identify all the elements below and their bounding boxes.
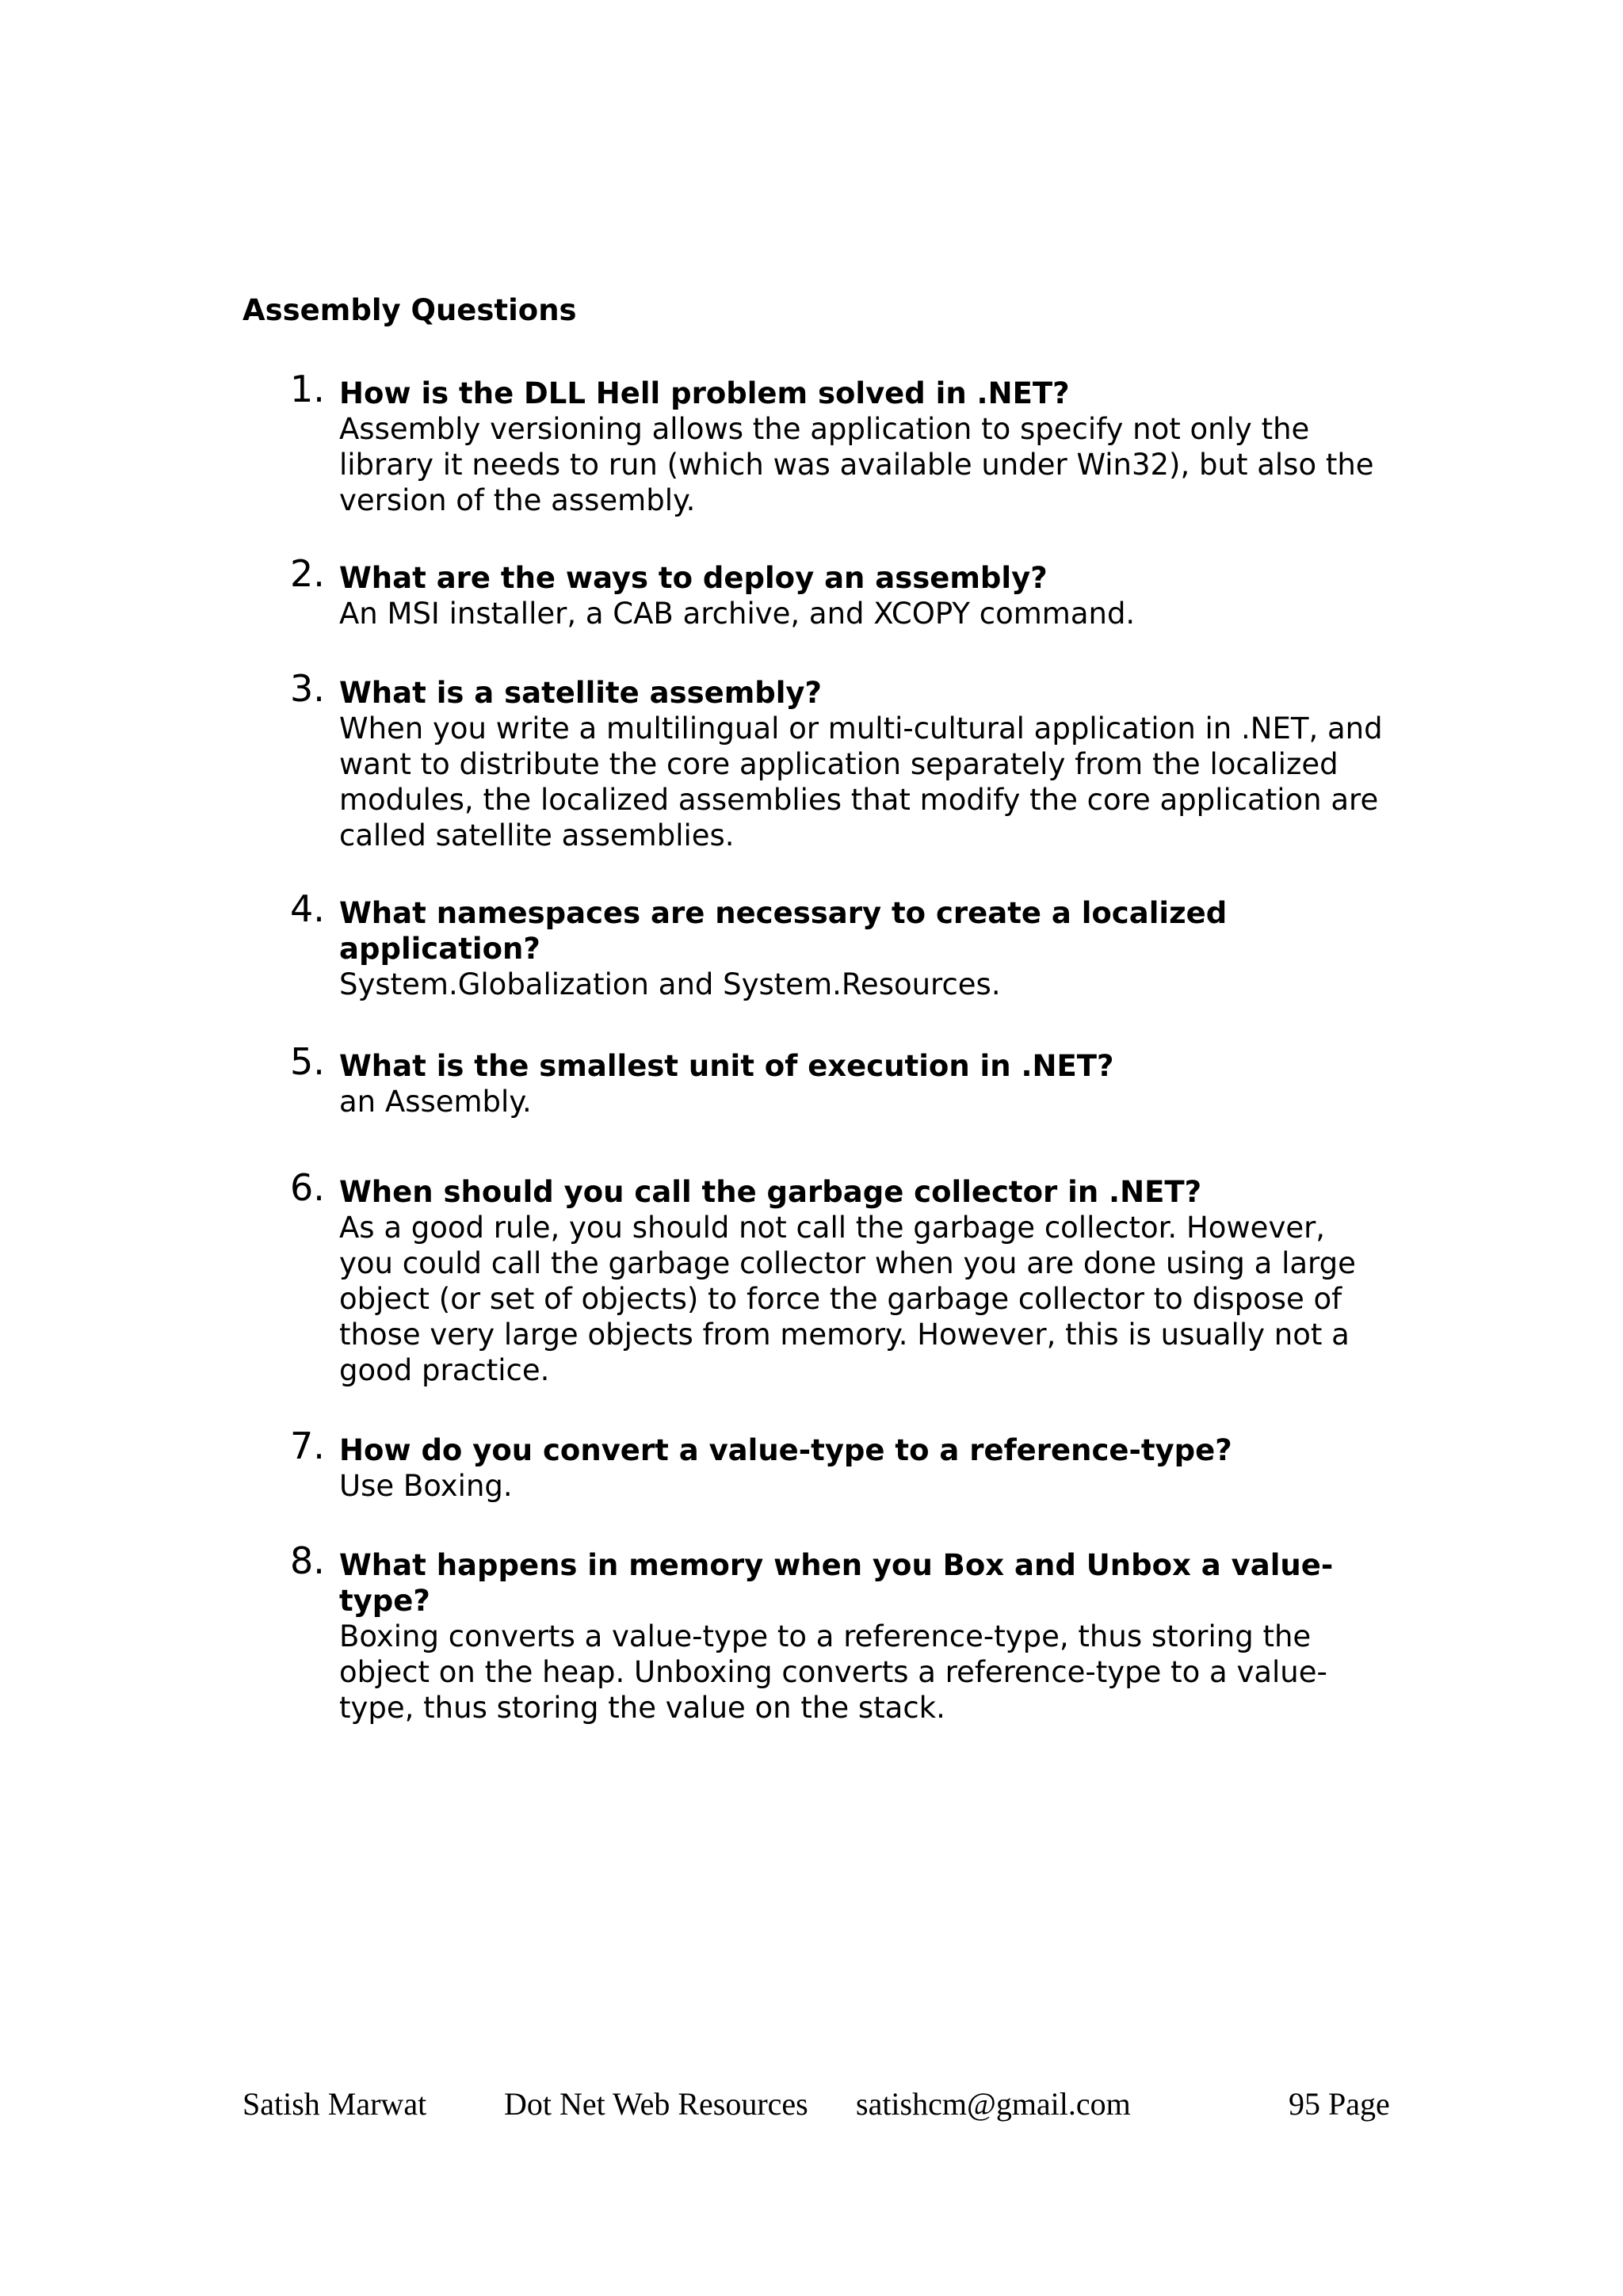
answer-line: Use Boxing. (339, 1469, 513, 1503)
footer-page-number: 95 Page (1289, 2086, 1390, 2122)
question-text: When should you call the garbage collector in .NET? (339, 1175, 1202, 1209)
question-number: 7. (290, 1425, 325, 1467)
question-number: 2. (290, 552, 325, 595)
answer-line: want to distribute the core application separately from the localized (339, 747, 1338, 781)
question-number: 3. (290, 667, 325, 710)
question-text: application? (339, 932, 540, 966)
question-item-2 (290, 552, 1400, 631)
question-item-5 (290, 1040, 1400, 1119)
answer-line: an Assembly. (339, 1085, 532, 1119)
question-number: 6. (290, 1166, 325, 1209)
answer-line: version of the assembly. (339, 483, 696, 517)
footer-title: Dot Net Web Resources (504, 2086, 808, 2122)
question-item-6 (290, 1166, 1400, 1388)
question-text: How do you convert a value-type to a reference-type? (339, 1433, 1232, 1467)
question-text: What namespaces are necessary to create a localized (339, 896, 1228, 930)
answer-line: Boxing converts a value-type to a reference-type, thus storing the (339, 1619, 1312, 1653)
question-item-8 (290, 1539, 1400, 1726)
page-heading: Assembly Questions (242, 293, 577, 327)
answer-line: you could call the garbage collector when you are done using a large (339, 1246, 1356, 1280)
question-number: 5. (290, 1040, 325, 1083)
question-text: type? (339, 1584, 430, 1618)
question-text: What is the smallest unit of execution in .NET? (339, 1049, 1114, 1083)
answer-line: An MSI installer, a CAB archive, and XCOPY command. (339, 597, 1136, 631)
answer-line: library it needs to run (which was available under Win32), but also the (339, 448, 1374, 482)
question-item-4 (290, 887, 1400, 1002)
question-item-1 (290, 368, 1400, 518)
question-text: How is the DLL Hell problem solved in .NET? (339, 376, 1070, 410)
answer-line: those very large objects from memory. However, this is usually not a (339, 1318, 1350, 1352)
question-number: 8. (290, 1539, 325, 1582)
footer-author: Satish Marwat (242, 2086, 427, 2122)
question-text: What is a satellite assembly? (339, 676, 823, 710)
answer-line: object (or set of objects) to force the garbage collector to dispose of (339, 1282, 1342, 1316)
answer-line: Assembly versioning allows the application to specify not only the (339, 412, 1310, 446)
question-number: 4. (290, 887, 325, 930)
question-item-3 (290, 667, 1400, 853)
answer-line: modules, the localized assemblies that modify the core application are (339, 783, 1379, 817)
question-text: What happens in memory when you Box and Unbox a value- (339, 1548, 1334, 1582)
answer-line: good practice. (339, 1353, 550, 1387)
question-number: 1. (290, 368, 325, 410)
footer-email: satishcm@gmail.com (856, 2086, 1131, 2122)
answer-line: System.Globalization and System.Resources. (339, 967, 1001, 1001)
answer-line: called satellite assemblies. (339, 818, 735, 852)
question-item-7 (290, 1425, 1400, 1504)
question-text: What are the ways to deploy an assembly? (339, 561, 1048, 595)
answer-line: type, thus storing the value on the stack. (339, 1691, 945, 1725)
answer-line: object on the heap. Unboxing converts a reference-type to a value- (339, 1655, 1327, 1689)
answer-line: When you write a multilingual or multi-cultural application in .NET, and (339, 711, 1383, 746)
answer-line: As a good rule, you should not call the garbage collector. However, (339, 1211, 1326, 1245)
